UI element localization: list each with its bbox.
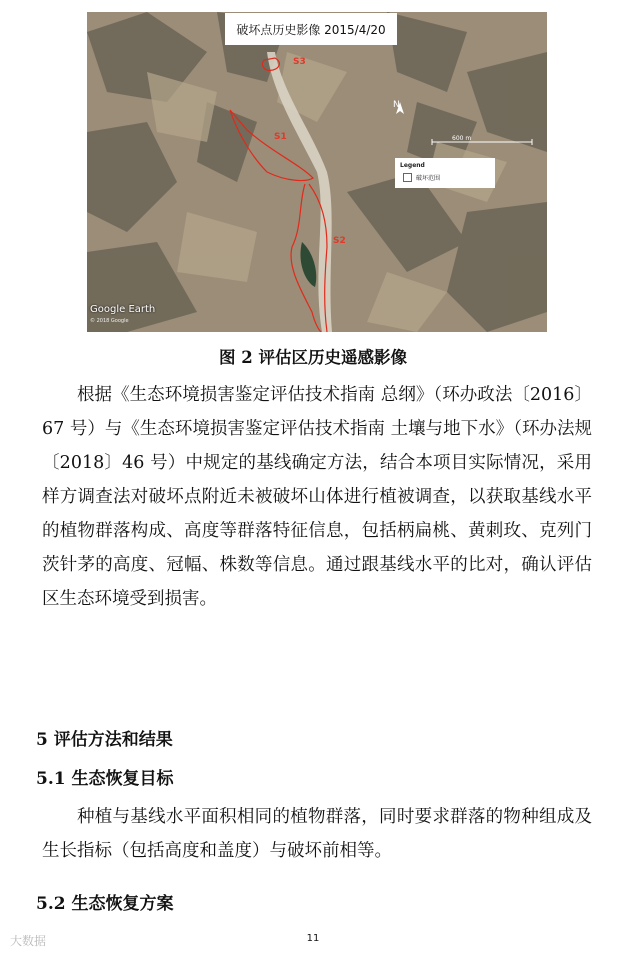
page-number: 11 [306,933,320,944]
site-label-s2: S2 [333,236,346,246]
legend-entry-label: 破坏范围 [416,175,441,182]
north-arrow-label: N [393,100,400,110]
provider-label: Google Earth [90,304,156,315]
section-heading-5: 5 评估方法和结果 [36,730,173,750]
provider-copyright: © 2018 Google [90,318,129,324]
legend-title: Legend [400,162,425,169]
site-label-s3: S3 [293,57,306,67]
legend-swatch-icon [403,173,412,182]
section-heading-5-1: 5.1 生态恢复目标 [36,769,174,789]
scale-bar-label: 600 m [452,135,472,142]
paragraph-baseline-method: 根据《生态环境损害鉴定评估技术指南 总纲》（环办政法〔2016〕67 号）与《生态环境损害鉴定评估技术指南 土壤与地下水》（环办法规〔2018〕46 号）中规定的基线确定方法，结合本项目实际情况，采用样方调查法对破坏点附近未被破坏山体进行植被调查，以获取基线水平的植物群落构成、高度等群落特征信息，包括柄扁桃、黄刺玫、克列门茨针茅的高度、冠幅、株数等信息。通过跟基线水平的比对，确认评估区生态环境受到损害。 [42,385,592,609]
legend-entry [403,173,440,182]
watermark: 大数据 [10,934,47,948]
map-legend [395,158,495,188]
image-title: 破坏点历史影像 2015/4/20 [225,13,397,45]
figure-caption: 图 2 评估区历史遥感影像 [219,348,407,367]
section-heading-5-2: 5.2 生态恢复方案 [36,894,174,914]
paragraph-restoration-goal: 种植与基线水平面积相同的植物群落，同时要求群落的物种组成及生长指标（包括高度和盖度）与破坏前相等。 [42,807,592,861]
site-label-s1: S1 [274,132,287,142]
